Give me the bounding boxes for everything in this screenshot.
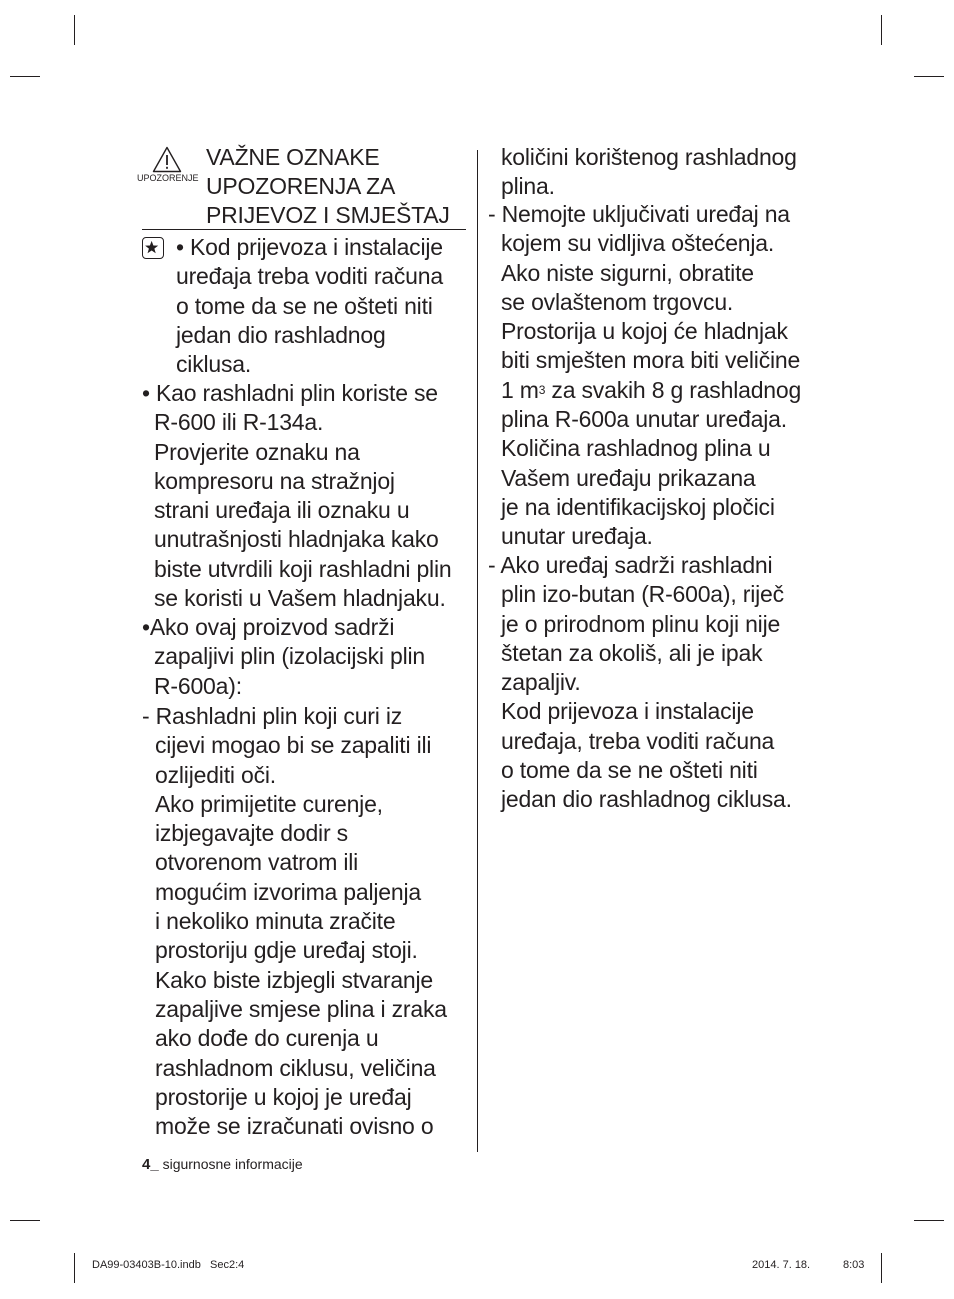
section-name: sigurnosne informacije <box>158 1156 303 1172</box>
crop-mark <box>914 1220 944 1221</box>
crop-mark <box>74 15 75 45</box>
page-number: 4_ <box>142 1156 159 1173</box>
dash-damaged: - Nemojte uključivati uređaj na kojem su vidljiva oštećenja. Ako niste sigurni, obratite se ovlaštenom trgovcu. Prostorija u kojoj će hladnjak biti smješten mora biti veličine <box>488 201 801 374</box>
imprint-time: 8:03 <box>843 1259 865 1271</box>
warning-triangle-icon <box>152 146 182 173</box>
refrigerant-amount: plina R-600a unutar uređaja. Količina rashladnog plina u Vašem uređaju prikazana je na identifikacijskoj pločici unutar uređaja. <box>501 406 787 550</box>
superscript-3: 3 <box>538 383 546 397</box>
section-title: VAŽNE OZNAKE UPOZORENJA ZA PRIJEVOZ I SMJEŠTAJ <box>206 144 450 228</box>
crop-mark <box>914 76 944 77</box>
dash-isobutane: - Ako uređaj sadrži rashladni plin izo-butan (R-600a), riječ je o prirodnom plinu koji nije štetan za okoliš, ali je ipak zapaljiv. Kod prijevoza i instalacije uređaja, treba voditi računa o tome da se ne ošteti niti jedan dio rashladnog ciklusa. <box>488 552 792 813</box>
crop-mark <box>10 1220 40 1221</box>
continued-text: količini korištenog rashladnog plina. <box>501 144 797 200</box>
page-footer <box>142 1156 303 1173</box>
imprint-date: 2014. 7. 18. <box>752 1259 811 1271</box>
warning-label: UPOZORENJE <box>137 173 199 183</box>
bullet-refrigerant: • Kao rashladni plin koriste se R-600 ili R-134a. Provjerite oznaku na kompresoru na stražnjoj strani uređaja ili oznaku u unutrašnjosti hladnjaka kako biste utvrdili koji rashladni plin se koristi u Vašem hladnjaku. <box>142 380 452 612</box>
crop-mark <box>881 15 882 45</box>
crop-mark <box>881 1253 882 1283</box>
bullet-flammable: •Ako ovaj proizvod sadrži zapaljivi plin (izolacijski plin R-600a): <box>142 614 425 699</box>
header-underline <box>142 229 466 230</box>
crop-mark <box>74 1253 75 1283</box>
section-header <box>137 143 470 231</box>
star-icon <box>142 237 164 259</box>
room-size-line: 1 $m^3$ za svakih 8 g rashladnog <box>501 377 802 403</box>
bullet-transport: • Kod prijevoza i instalacije uređaja treba voditi računa o tome da se ne ošteti niti jedan dio rashladnog ciklusa. <box>176 234 443 378</box>
dash-leak: - Rashladni plin koji curi iz cijevi mogao bi se zapaliti ili ozlijediti oči. Ako primijetite curenje, izbjegavajte dodir s otvorenom vatrom ili mogućim izvorima paljenja i nekoliko minuta zračite prostoriju gdje uređaj stoji. Kako biste izbjegli stvaranje zapaljive smjese plina i zraka ako dođe do curenja u rashladnom ciklusu, veličina prostorije u kojoj je uređaj može se izračunati ovisno o <box>142 703 447 1140</box>
crop-mark <box>10 76 40 77</box>
imprint-file: DA99-03403B-10.indb Sec2:4 <box>92 1259 245 1271</box>
